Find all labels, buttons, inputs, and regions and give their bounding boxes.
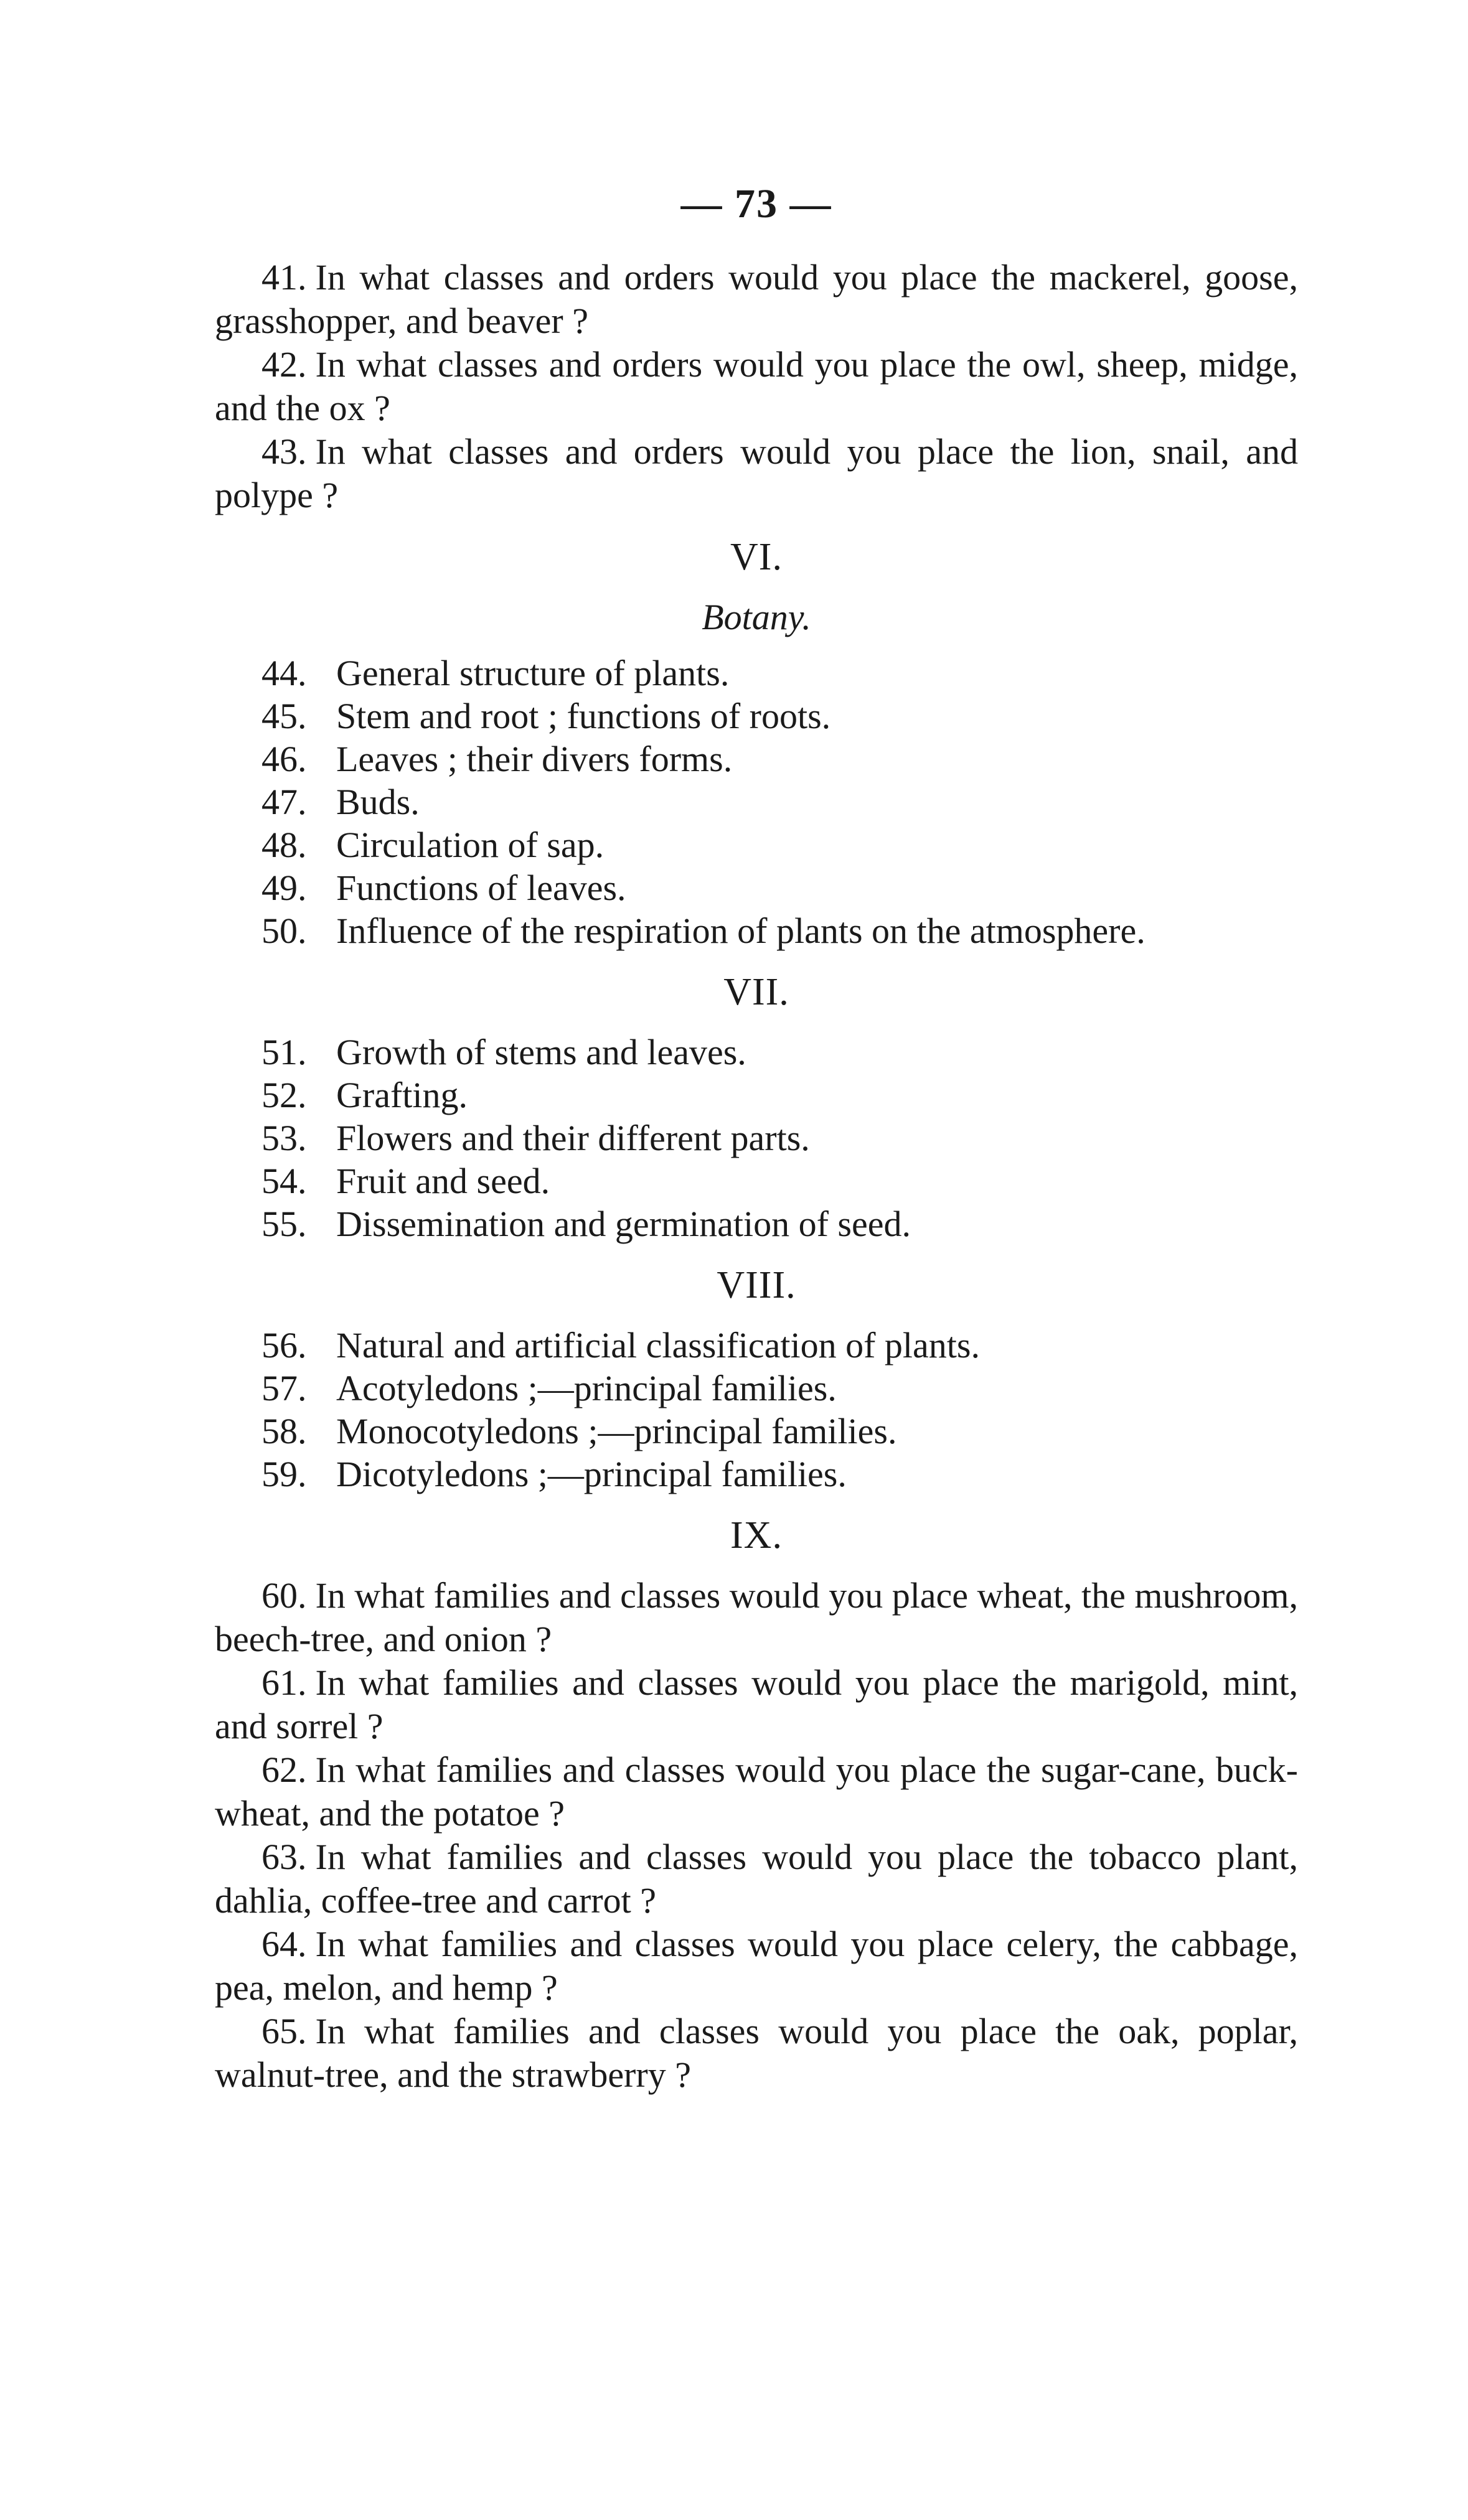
list-item xyxy=(261,1202,1298,1245)
item-text: Buds. xyxy=(336,782,420,822)
list-item xyxy=(261,738,1298,780)
section-viii-list xyxy=(215,1324,1298,1496)
item-number: 55. xyxy=(261,1204,307,1244)
list-item xyxy=(261,695,1298,738)
question-text: In what families and classes would you place the marigold, mint, and sorrel ? xyxy=(215,1662,1298,1746)
list-item xyxy=(261,1031,1298,1074)
item-text: General structure of plants. xyxy=(336,653,730,693)
item-number: 57. xyxy=(261,1368,307,1408)
list-item xyxy=(261,1117,1298,1159)
list-item xyxy=(261,780,1298,823)
question-number: 62. xyxy=(261,1749,307,1790)
item-number: 53. xyxy=(261,1118,307,1158)
question-number: 61. xyxy=(261,1662,307,1703)
item-text: Growth of stems and leaves. xyxy=(336,1032,746,1072)
question-number: 43. xyxy=(261,431,307,472)
question-61 xyxy=(215,1661,1298,1748)
list-item xyxy=(261,909,1298,952)
item-number: 56. xyxy=(261,1325,307,1365)
section-ix-questions xyxy=(215,1574,1298,2097)
item-number: 54. xyxy=(261,1161,307,1201)
list-item xyxy=(261,652,1298,695)
question-text: In what classes and orders would you place the owl, sheep, midge, and the ox ? xyxy=(215,344,1298,428)
question-41 xyxy=(215,256,1298,343)
question-text: In what families and classes would you place wheat, the mushroom, beech-tree, and onion ? xyxy=(215,1575,1298,1659)
item-number: 48. xyxy=(261,825,307,865)
question-number: 60. xyxy=(261,1575,307,1616)
item-text: Grafting. xyxy=(336,1075,468,1115)
item-text: Dissemination and germination of seed. xyxy=(336,1204,911,1244)
item-number: 49. xyxy=(261,868,307,908)
item-number: 44. xyxy=(261,653,307,693)
list-item xyxy=(261,1159,1298,1202)
item-number: 52. xyxy=(261,1075,307,1115)
section-subject: Botany. xyxy=(702,597,811,637)
item-number: 58. xyxy=(261,1411,307,1451)
item-number: 47. xyxy=(261,782,307,822)
list-item xyxy=(261,866,1298,909)
item-text: Leaves ; their divers forms. xyxy=(336,739,733,779)
item-text: Monocotyledons ;—principal families. xyxy=(336,1411,897,1451)
section-heading-vi: VI. xyxy=(730,536,783,578)
item-text: Influence of the respiration of plants on the atmosphere. xyxy=(336,911,1146,951)
item-text: Flowers and their different parts. xyxy=(336,1118,810,1158)
item-number: 50. xyxy=(261,911,307,951)
intro-questions xyxy=(215,256,1298,517)
item-text: Natural and artificial classification of plants. xyxy=(336,1325,980,1365)
section-heading-viii: VIII. xyxy=(717,1264,796,1306)
page xyxy=(215,180,1298,2097)
question-text: In what families and classes would you place celery, the cabbage, pea, melon, and hemp ? xyxy=(215,1924,1298,2008)
item-text: Stem and root ; functions of roots. xyxy=(336,696,831,736)
section-heading-ix: IX. xyxy=(730,1514,783,1557)
list-item xyxy=(261,1324,1298,1367)
list-item xyxy=(261,1410,1298,1453)
list-item xyxy=(261,1453,1298,1496)
question-65 xyxy=(215,2010,1298,2097)
question-62 xyxy=(215,1748,1298,1835)
question-42 xyxy=(215,343,1298,430)
question-text: In what families and classes would you place the oak, poplar, walnut-tree, and the strawberry ? xyxy=(215,2011,1298,2095)
question-number: 64. xyxy=(261,1924,307,1964)
question-text: In what classes and orders would you place the lion, snail, and polype ? xyxy=(215,431,1298,515)
question-43 xyxy=(215,430,1298,517)
item-number: 51. xyxy=(261,1032,307,1072)
item-text: Acotyledons ;—principal families. xyxy=(336,1368,837,1408)
section-vi-list xyxy=(215,652,1298,952)
item-text: Dicotyledons ;—principal families. xyxy=(336,1454,847,1494)
list-item xyxy=(261,1074,1298,1117)
section-heading-vii: VII. xyxy=(723,971,789,1013)
item-number: 45. xyxy=(261,696,307,736)
item-number: 59. xyxy=(261,1454,307,1494)
item-text: Circulation of sap. xyxy=(336,825,605,865)
question-number: 63. xyxy=(261,1837,307,1877)
item-text: Functions of leaves. xyxy=(336,868,626,908)
item-text: Fruit and seed. xyxy=(336,1161,550,1201)
question-number: 42. xyxy=(261,344,307,385)
list-item xyxy=(261,1367,1298,1410)
question-64 xyxy=(215,1923,1298,2010)
question-text: In what families and classes would you place the tobacco plant, dahlia, coffee-tree and carrot ? xyxy=(215,1837,1298,1921)
question-63 xyxy=(215,1835,1298,1923)
question-text: In what families and classes would you place the sugar-cane, buck-wheat, and the potatoe ? xyxy=(215,1749,1298,1834)
question-number: 65. xyxy=(261,2011,307,2051)
section-vii-list xyxy=(215,1031,1298,1245)
question-text: In what classes and orders would you place the mackerel, goose, grasshopper, and beaver ? xyxy=(215,257,1298,341)
question-60 xyxy=(215,1574,1298,1661)
item-number: 46. xyxy=(261,739,307,779)
list-item xyxy=(261,823,1298,866)
page-number: — 73 — xyxy=(680,181,832,227)
question-number: 41. xyxy=(261,257,307,297)
